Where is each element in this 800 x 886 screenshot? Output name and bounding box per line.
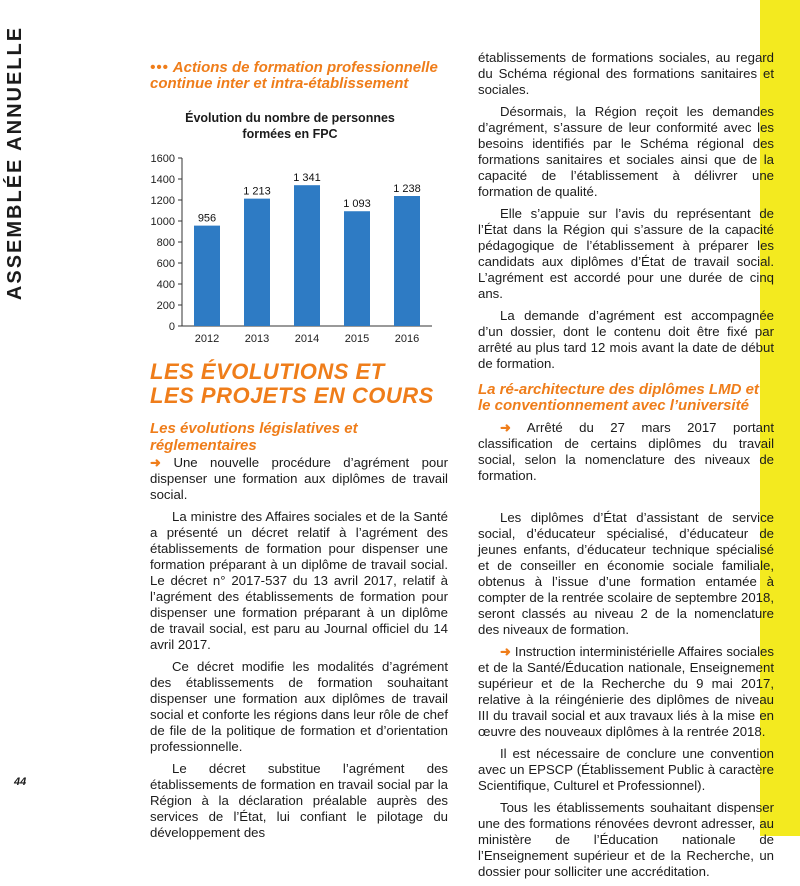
- arrow-icon: ➜: [500, 420, 512, 435]
- sub-heading: [150, 420, 450, 454]
- y-tick-label: 0: [168, 321, 175, 333]
- paragraph: Le décret substitue l’agrément des établissements de formation en travail social par la Région à la déclaration préalable auprès des services de l’État, lui confiant le pilotage du développement des: [150, 761, 448, 840]
- paragraph: [478, 644, 774, 740]
- bar: [394, 196, 420, 326]
- y-tick-label: 200: [156, 300, 175, 312]
- paragraph-text: Arrêté du 27 mars 2017 portant classification de certains diplômes du travail social, selon la nomenclature des niveaux de formation.: [478, 420, 774, 483]
- paragraph: Elle s’appuie sur l’avis du représentant de l’État dans la Région qui s’assure de la capacité pédagogique de l’établissement à préparer les candidats aux diplômes d’État de travail social. L’agrément est accordé pour une durée de cinq ans.: [478, 206, 774, 301]
- data-label: 1 238: [393, 183, 421, 196]
- paragraph-text: Une nouvelle procédure d’agrément pour dispenser une formation aux diplômes de travail social.: [150, 455, 448, 502]
- left-body-text: [150, 455, 448, 847]
- paragraph: Il est nécessaire de conclure une convention avec un EPSCP (Établissement Public à caractère Scientifique, Culturel et Professionnel).: [478, 746, 774, 793]
- bar: [294, 185, 320, 326]
- bar: [194, 226, 220, 326]
- paragraph: Désormais, la Région reçoit les demandes d’agrément, s’assure de leur conformité avec les besoins identifiés par le Schéma régional des formations sanitaires et sociales ainsi que de la capacité de l’établissement à délivrer une formation de qualité.: [478, 104, 774, 199]
- paragraph-text: Instruction interministérielle Affaires sociales et de la Santé/Éducation nationale, Enseignement supérieur et de la Recherche du 9 mai 2017, relative à la réingénierie des diplômes de niveau III du travail social et aux travaux liés à la mise en œuvre des nouveaux diplômes à la rentrée 2018.: [478, 644, 774, 739]
- y-tick-label: 1400: [150, 174, 175, 186]
- x-tick-label: 2012: [194, 333, 220, 345]
- y-tick-label: 800: [156, 237, 175, 249]
- right-heading-line2: le conventionnement avec l’université: [478, 397, 749, 414]
- sub-heading-line1: Les évolutions législatives et: [150, 420, 358, 437]
- arrow-icon: ➜: [150, 455, 162, 470]
- big-heading-line1: LES ÉVOLUTIONS ET: [150, 359, 385, 384]
- section-heading: [150, 60, 450, 92]
- chart-title: Évolution du nombre de personnes formées en FPC: [185, 111, 395, 141]
- paragraph: établissements de formations sociales, au regard du Schéma régional des formations sanitaires et sociales.: [478, 50, 774, 97]
- y-tick-label: 400: [156, 279, 175, 291]
- sidebar: [0, 0, 30, 836]
- y-tick-label: 1600: [150, 153, 175, 165]
- bar: [344, 211, 370, 326]
- paragraph: Tous les établissements souhaitant dispenser une des formations rénovées devront adresser, au ministère de l’Éducation nationale de l’Enseignement supérieur et de la Recherche, un dossier pour solliciter une accréditation.: [478, 800, 774, 879]
- right-heading-line1: La ré-architecture des diplômes LMD et: [478, 381, 759, 398]
- right-body-text: [478, 50, 774, 886]
- bar-chart: [150, 146, 450, 366]
- data-label: 1 093: [343, 198, 371, 211]
- paragraph: La demande d’agrément est accompagnée d’un dossier, dont le contenu doit être fixé par arrêté au plus tard 12 mois avant la date de début de formation.: [478, 308, 774, 371]
- data-label: 956: [197, 212, 217, 225]
- page-number: 44: [14, 776, 27, 788]
- data-label: 1 341: [293, 172, 321, 185]
- bullet-dots: •••: [150, 59, 169, 76]
- x-tick-label: 2013: [244, 333, 270, 345]
- paragraph: Les diplômes d’État d’assistant de service social, d’éducateur spécialisé, d’éducateur de jeunes enfants, d’éducateur technique spécialisé et de conseiller en économie sociale familiale, obtenus à l’issue d’une formation entamée à compter de la rentrée scolaire de septembre 2018, seront classés au niveau 2 de la nomenclature des niveaux de formation.: [478, 510, 774, 637]
- x-tick-label: 2014: [294, 333, 320, 345]
- section-heading-line1: Actions de formation professionnelle: [172, 59, 438, 76]
- sidebar-title: ASSEMBLÉE ANNUELLE: [4, 25, 26, 301]
- paragraph: La ministre des Affaires sociales et de la Santé a présenté un décret relatif à l’agrément des établissements de formation pour dispenser une formation préparant à un diplôme de travail social. Le décret n° 2017-537 du 13 avril 2017, relatif à l’agrément des établissements de formation pour dispenser une formation préparant à un diplôme de travail social, est paru au Journal officiel du 14 avril 2017.: [150, 509, 448, 652]
- x-tick-label: 2016: [394, 333, 420, 345]
- big-heading: [150, 360, 450, 408]
- right-section-heading: [478, 382, 774, 414]
- y-tick-label: 600: [156, 258, 175, 270]
- chart-section: [150, 60, 450, 366]
- paragraph: [150, 455, 448, 503]
- big-heading-line2: LES PROJETS EN COURS: [150, 383, 434, 408]
- bar: [244, 199, 270, 326]
- y-tick-label: 1200: [150, 195, 175, 207]
- arrow-icon: ➜: [500, 644, 512, 659]
- section-heading-line2: continue inter et intra-établissement: [150, 75, 409, 92]
- sub-heading-line2: réglementaires: [150, 437, 257, 454]
- x-tick-label: 2015: [344, 333, 370, 345]
- paragraph: Ce décret modifie les modalités d’agrément des établissements de formation souhaitant dispenser une formation aux diplômes de travail social et conforte les régions dans leur rôle de chef de file de la politique de formation et d’orientation professionnelle.: [150, 659, 448, 754]
- data-label: 1 213: [243, 185, 271, 198]
- y-tick-label: 1000: [150, 216, 175, 228]
- paragraph: [478, 420, 774, 484]
